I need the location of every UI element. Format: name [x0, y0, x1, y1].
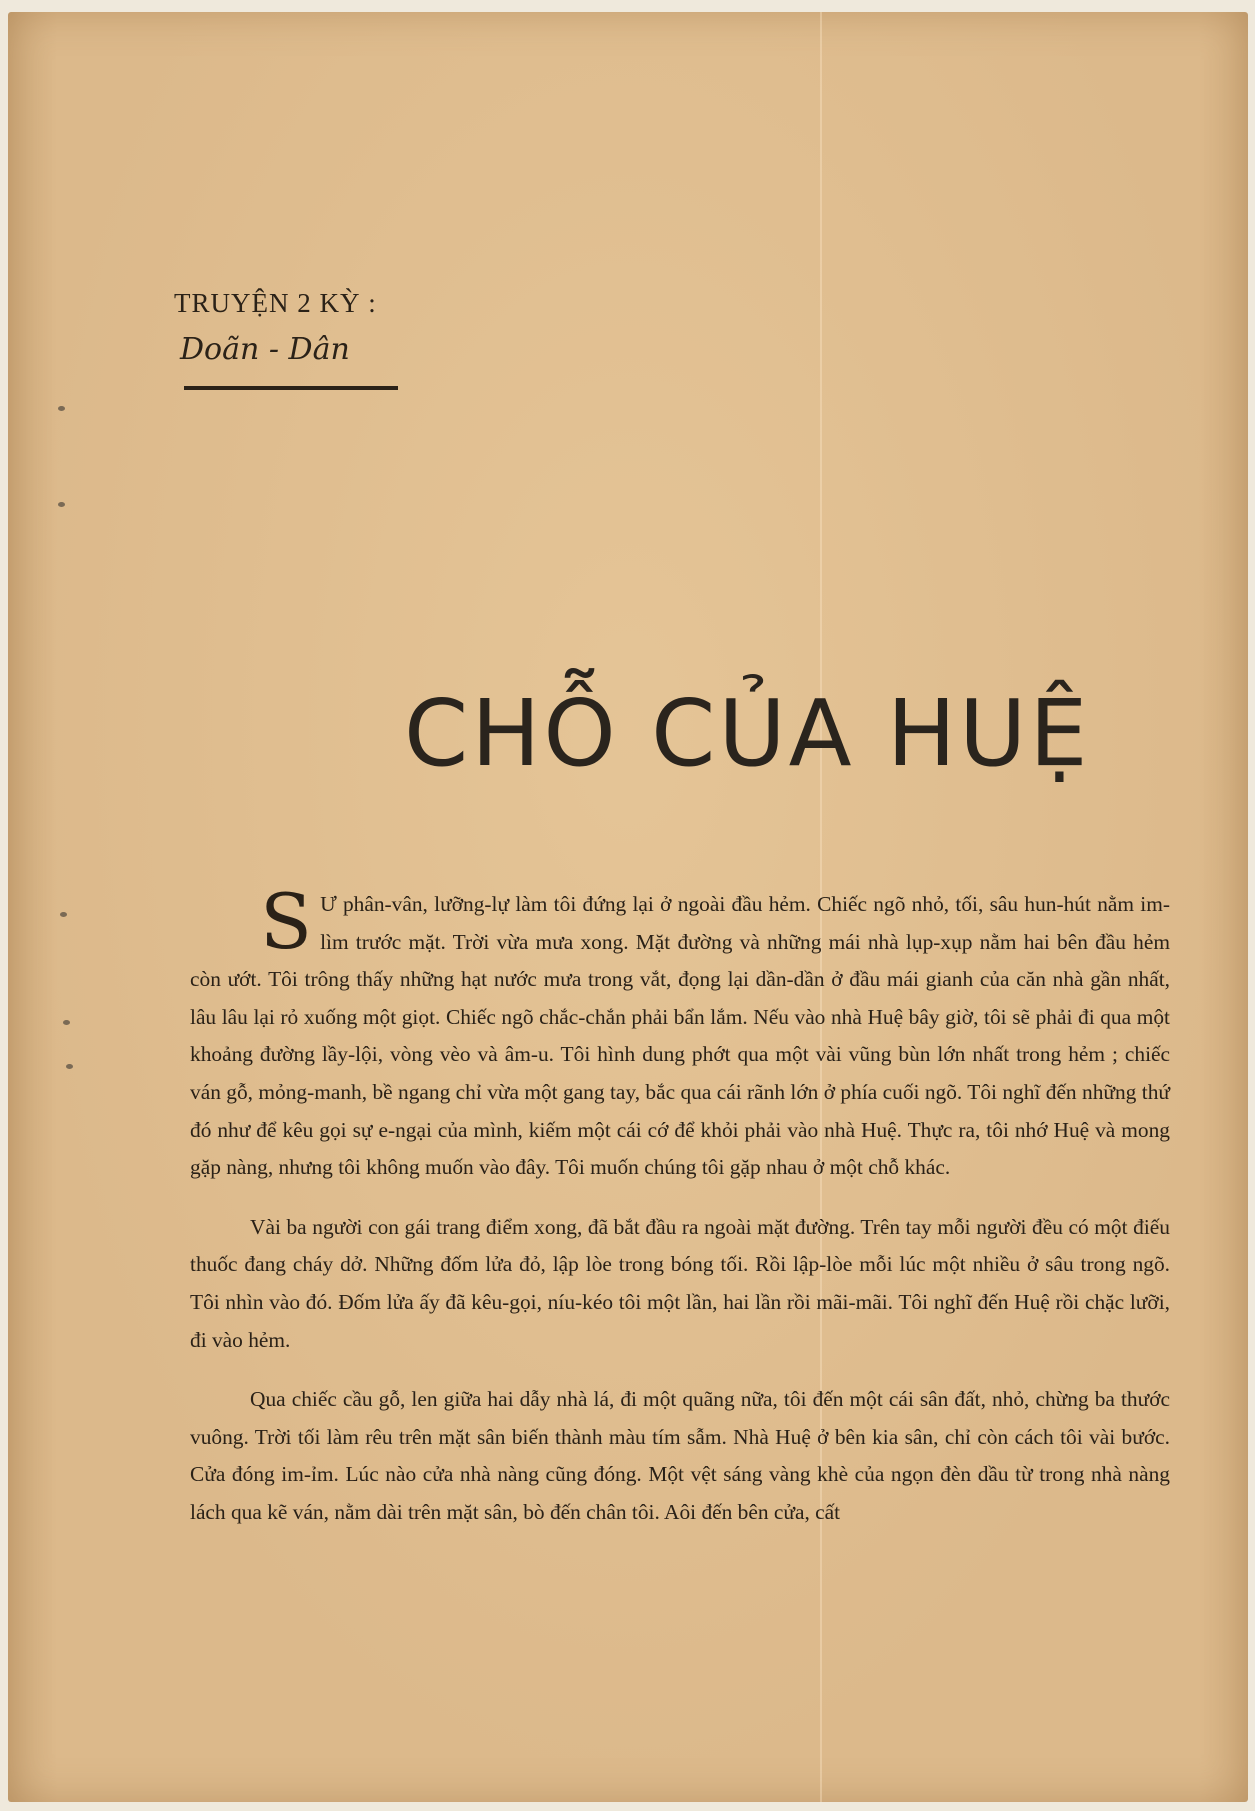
binding-hole	[60, 912, 67, 917]
paragraph: Vài ba người con gái trang điểm xong, đã bắt đầu ra ngoài mặt đường. Trên tay mỗi người đều có một điếu thuốc đang cháy dở. Những đốm lửa đỏ, lập lòe trong bóng tối. Rồi lập-lòe mỗi lúc một nhiều ở sâu trong ngõ. Tôi nhìn vào đó. Đốm lửa ấy đã kêu-gọi, níu-kéo tôi một lần, hai lần rồi mãi-mãi. Tôi nghĩ đến Huệ rồi chặc lưỡi, đi vào hẻm.	[190, 1214, 1170, 1352]
binding-hole	[58, 406, 65, 411]
author-underline	[184, 386, 398, 390]
drop-cap: S	[260, 877, 313, 966]
paragraph	[190, 877, 1170, 1187]
story-title: CHỖ CỦA HUỆ	[404, 680, 1091, 787]
paragraph-text: Ư phân-vân, lưỡng-lự làm tôi đứng lại ở ngoài đầu hẻm. Chiếc ngõ nhỏ, tối, sâu hun-hút nằm im-lìm trước mặt. Trời vừa mưa xong. Mặt đường và những mái nhà lụp-xụp nằm hai bên đầu hẻm còn ướt. Tôi trông thấy những hạt nước mưa trong vắt, đọng lại dần-dần ở đầu mái gianh của căn nhà gần nhất, lâu lâu lại rỏ xuống một giọt. Chiếc ngõ chắc-chắn phải bẩn lắm. Nếu vào nhà Huệ bây giờ, tôi sẽ phải đi qua một khoảng đường lầy-lội, vòng vèo và âm-u. Tôi hình dung phớt qua một vài vũng bùn lớn nhất trong hẻm ; chiếc ván gỗ, mỏng-manh, bề ngang chỉ vừa một gang tay, bắc qua cái rãnh lớn ở phía cuối ngõ. Tôi nghĩ đến những thứ đó như để kêu gọi sự e-ngại của mình, kiếm một cái cớ để khỏi phải vào nhà Huệ. Thực ra, tôi nhớ Huệ và mong gặp nàng, nhưng tôi không muốn vào đây. Tôi muốn chúng tôi gặp nhau ở một chỗ khác.	[190, 892, 1170, 1180]
author-signature: Doãn - Dân	[180, 332, 350, 367]
binding-hole	[66, 1064, 73, 1069]
story-body	[190, 877, 1170, 1554]
paragraph: Qua chiếc cầu gỗ, len giữa hai dẫy nhà lá, đi một quãng nữa, tôi đến một cái sân đất, nhỏ, chừng ba thước vuông. Trời tối làm rêu trên mặt sân biến thành màu tím sẫm. Nhà Huệ ở bên kia sân, chỉ còn cách tôi vài bước. Cửa đóng im-ỉm. Lúc nào cửa nhà nàng cũng đóng. Một vệt sáng vàng khè của ngọn đèn dầu từ trong nhà nàng lách qua kẽ ván, nằm dài trên mặt sân, bò đến chân tôi. Aôi đến bên cửa, cất	[190, 1387, 1170, 1524]
binding-hole	[63, 1020, 70, 1025]
binding-hole	[58, 502, 65, 507]
story-kicker: TRUYỆN 2 KỲ :	[174, 288, 377, 318]
